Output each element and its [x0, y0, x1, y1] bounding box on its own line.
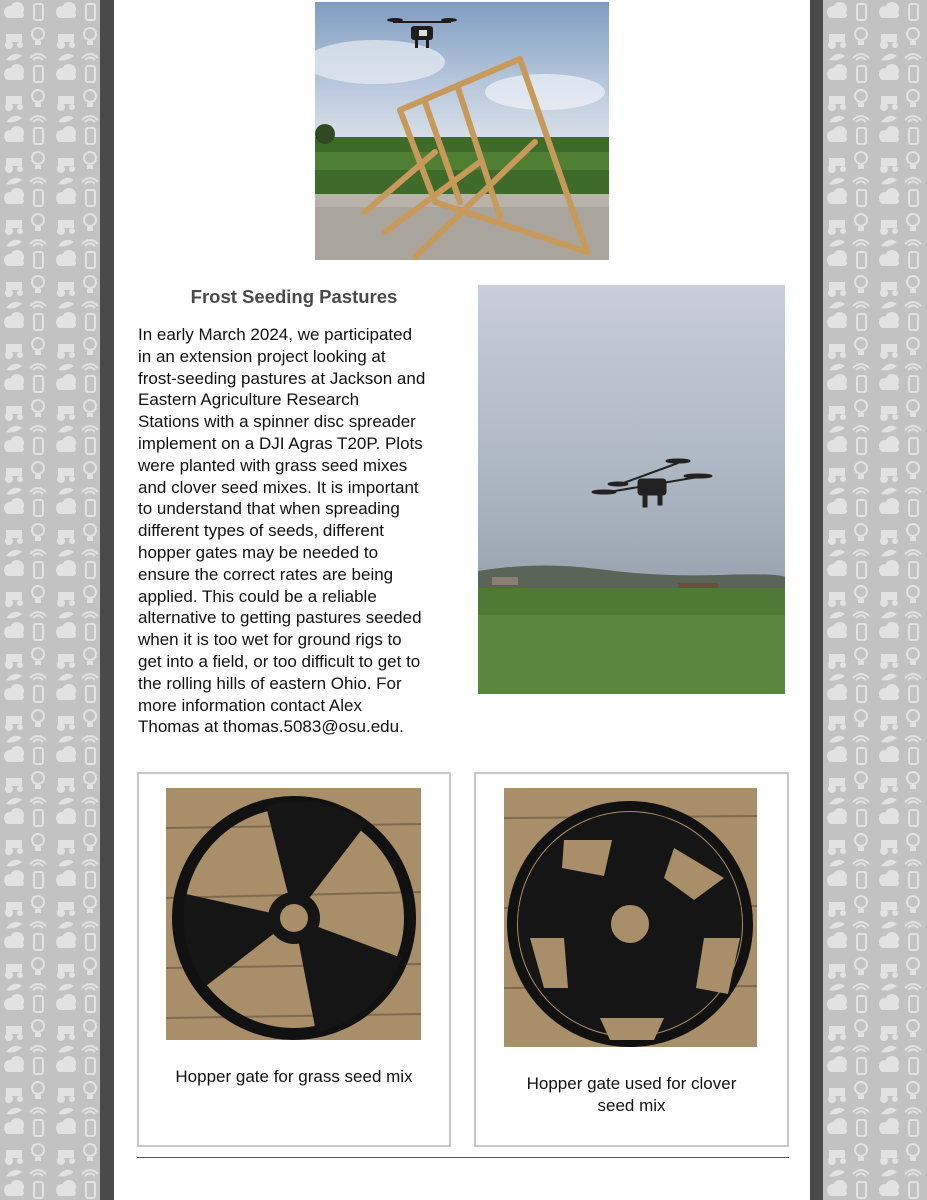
- body-line: in an extension project looking at: [138, 346, 386, 366]
- body-line: were planted with grass seed mixes: [138, 455, 408, 475]
- agriculture-icon-pattern: [823, 0, 927, 1200]
- body-line: to understand that when spreading: [138, 499, 400, 519]
- article-heading: Frost Seeding Pastures: [190, 286, 398, 307]
- right-pattern-border: [823, 0, 927, 1200]
- body-line: get into a field, or too difficult to get to: [138, 651, 421, 671]
- drone-test-frame-photo: [315, 2, 609, 260]
- body-line: when it is too wet for ground rigs to: [138, 630, 402, 650]
- grass-gate-caption: Hopper gate for grass seed mix: [175, 1067, 413, 1086]
- body-line: the rolling hills of eastern Ohio. For: [138, 673, 402, 693]
- body-line: Eastern Agriculture Research: [138, 390, 360, 410]
- body-line: Stations with a spinner disc spreader: [138, 412, 416, 432]
- clover-gate-caption: [474, 1073, 789, 1117]
- left-dark-edge: [100, 0, 114, 1200]
- body-line: more information contact Alex: [138, 695, 362, 715]
- drone-pasture-photo: [478, 285, 785, 694]
- clover-caption-line: seed mix: [597, 1096, 666, 1115]
- clover-caption-line: Hopper gate used for clover: [526, 1074, 737, 1093]
- body-line: different types of seeds, different: [138, 521, 385, 541]
- body-line: hopper gates may be needed to: [138, 542, 379, 562]
- body-line: ensure the correct rates are being: [138, 564, 394, 584]
- body-line: alternative to getting pastures seeded: [138, 608, 422, 628]
- bottom-divider: [137, 1157, 789, 1158]
- grass-hopper-gate-photo: [166, 788, 421, 1040]
- left-pattern-border: [0, 0, 100, 1200]
- body-line: In early March 2024, we participated: [138, 325, 413, 344]
- right-dark-edge: [810, 0, 824, 1200]
- body-line: frost-seeding pastures at Jackson and: [138, 368, 426, 388]
- article-body: [138, 324, 458, 738]
- body-line: and clover seed mixes. It is important: [138, 477, 419, 497]
- body-line: implement on a DJI Agras T20P. Plots: [138, 433, 423, 453]
- agriculture-icon-pattern: [0, 0, 100, 1200]
- clover-hopper-gate-photo: [504, 788, 757, 1047]
- body-line: Thomas at thomas.5083@osu.edu.: [138, 717, 404, 737]
- body-line: applied. This could be a reliable: [138, 586, 377, 606]
